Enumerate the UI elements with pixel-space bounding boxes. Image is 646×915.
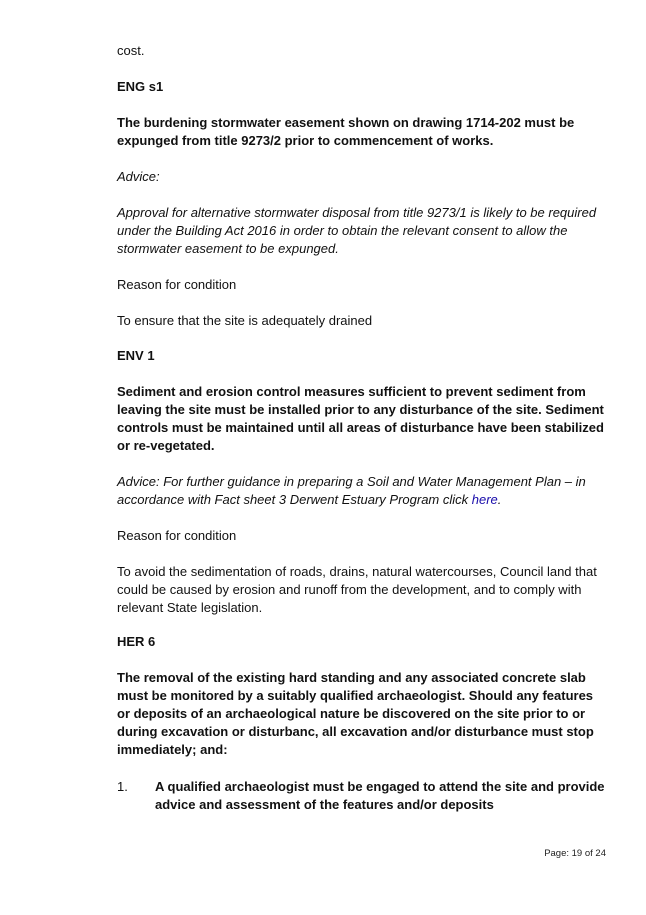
page-number: Page: 19 of 24 [544,848,606,859]
her-condition: The removal of the existing hard standing and any associated concrete slab must be monitored by a suitably qualified archaeologist. Should any features or deposits of an archaeological nature be discovered on the site prior to or during excavation or disturbanc, all excavation and/or disturbance must stop immediately; and: [117,670,594,757]
env-heading: ENV 1 [117,348,155,363]
env-reason-text: To avoid the sedimentation of roads, drains, natural watercourses, Council land that could be caused by erosion and runoff from the development, and to comply with relevant State legislation. [117,564,597,615]
continued-text: cost. [117,43,145,58]
eng-advice-text: Approval for alternative stormwater disposal from title 9273/1 is likely to be required under the Building Act 2016 in order to obtain the relevant consent to allow the stormwater easement to be expunged. [117,205,597,256]
eng-reason-text: To ensure that the site is adequately drained [117,313,373,328]
eng-heading: ENG s1 [117,79,164,94]
env-reason-label: Reason for condition [117,528,237,543]
eng-condition: The burdening stormwater easement shown on drawing 1714-202 must be expunged from title 9273/2 prior to commencement of works. [117,115,575,148]
eng-advice-label: Advice: [117,169,160,184]
her-heading: HER 6 [117,634,156,649]
env-advice-end: . [497,492,502,507]
env-advice-link[interactable]: here [471,492,498,507]
list-item-number: 1. [117,779,128,794]
env-advice-text: Advice: For further guidance in preparing a Soil and Water Management Plan – in accordance with Fact sheet 3 Derwent Estuary Program click [117,474,586,507]
eng-reason-label: Reason for condition [117,277,237,292]
env-advice [117,473,607,509]
list-item: A qualified archaeologist must be engaged to attend the site and provide advice and assessment of the features and/or deposits [155,779,605,812]
env-condition: Sediment and erosion control measures sufficient to prevent sediment from leaving the site must be installed prior to any disturbance of the site. Sediment controls must be maintained until all areas of disturbance have been stabilized or re-vegetated. [117,384,604,453]
